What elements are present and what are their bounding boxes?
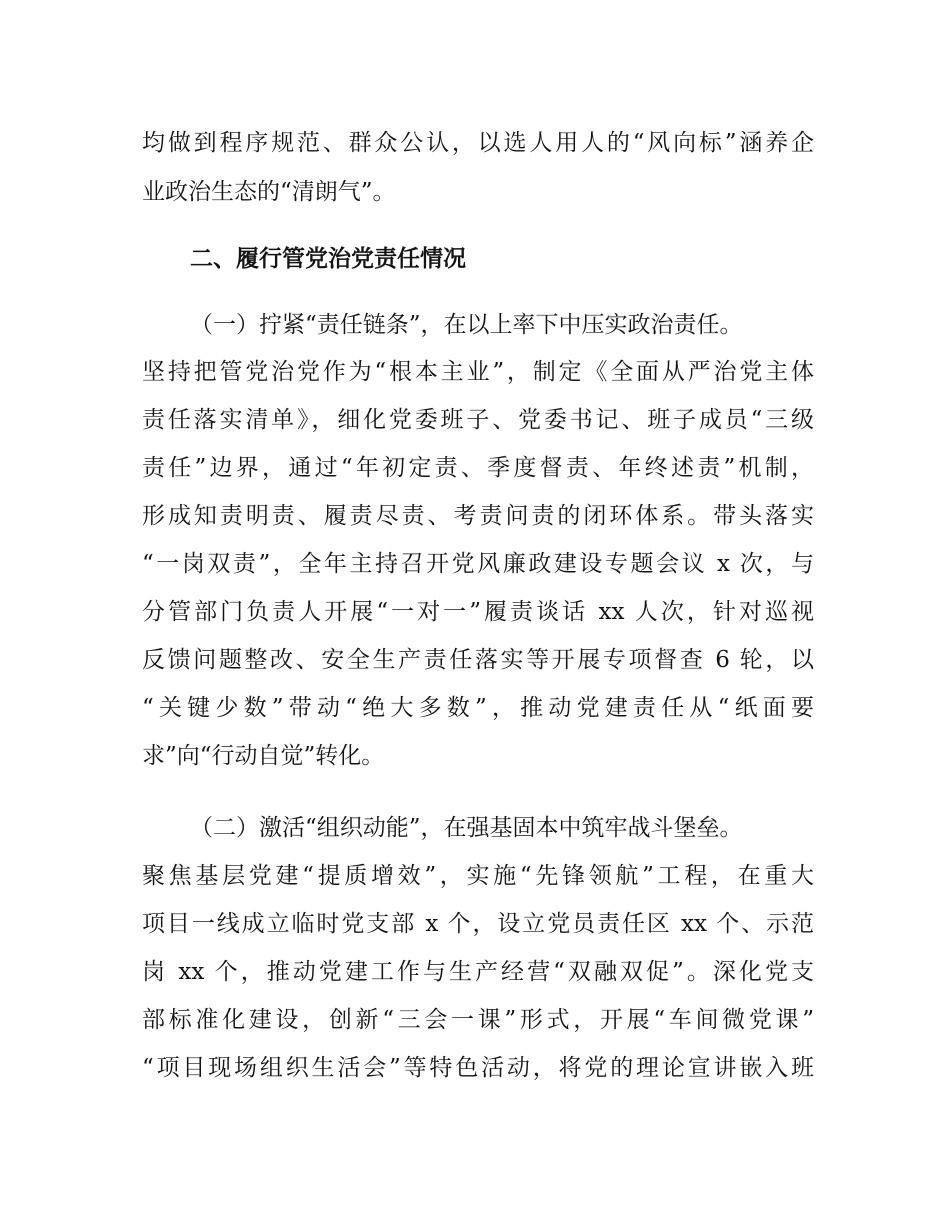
para1-line-4: 责任”边界，通过“年初定责、季度督责、年终述责”机制，: [142, 455, 814, 481]
para2-line-6: “项目现场组织生活会”等特色活动，将党的理论宣讲嵌入班: [142, 1055, 814, 1081]
para2-line-4: 岗 xx 个，推动党建工作与生产经营“双融双促”。深化党支: [142, 959, 814, 985]
intro-line-2: 业政治生态的“清朗气”。: [142, 179, 396, 205]
para2-line-2: 聚焦基层党建“提质增效”，实施“先锋领航”工程，在重大: [142, 863, 814, 889]
para2-line-3: 项目一线成立临时党支部 x 个，设立党员责任区 xx 个、示范: [142, 911, 814, 937]
para2-line-1: （二）激活“组织动能”，在强基固本中筑牢战斗堡垒。: [190, 815, 743, 841]
para1-line-10: 求”向“行动自觉”转化。: [142, 743, 385, 769]
section-heading: 二、履行管党治党责任情况: [190, 246, 466, 272]
para2-line-5: 部标准化建设，创新“三会一课”形式，开展“车间微党课”: [142, 1007, 814, 1033]
para1-line-9: “关键少数”带动“绝大多数”，推动党建责任从“纸面要: [142, 695, 814, 721]
para1-line-7: 分管部门负责人开展“一对一”履责谈话 xx 人次，针对巡视: [142, 599, 814, 625]
para1-line-5: 形成知责明责、履责尽责、考责问责的闭环体系。带头落实: [142, 503, 814, 529]
intro-line-1: 均做到程序规范、群众公认，以选人用人的“风向标”涵养企: [142, 130, 814, 156]
para1-line-1: （一）拧紧“责任链条”，在以上率下中压实政治责任。: [190, 312, 743, 338]
para1-line-6: “一岗双责”，全年主持召开党风廉政建设专题会议 x 次，与: [142, 551, 814, 577]
para1-line-2: 坚持把管党治党作为“根本主业”，制定《全面从严治党主体: [142, 359, 814, 385]
para1-line-8: 反馈问题整改、安全生产责任落实等开展专项督查 6 轮，以: [142, 647, 814, 673]
para1-line-3: 责任落实清单》，细化党委班子、党委书记、班子成员“三级: [142, 407, 814, 433]
